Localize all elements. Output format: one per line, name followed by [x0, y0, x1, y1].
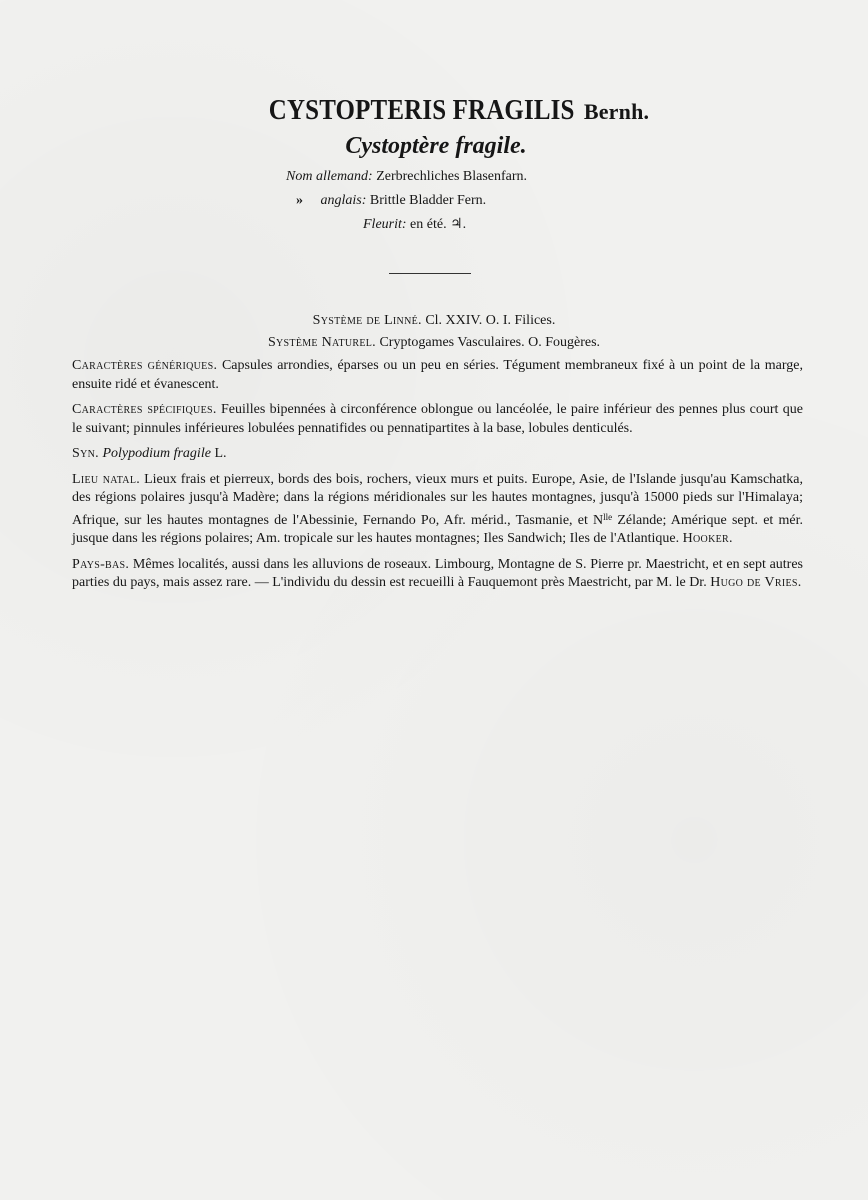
habitat-text-2: Zélande; Amérique sept. et mér. jusque dans les régions polaires; Am. tropicale sur les hautes montagnes; Iles Sandwich; Iles de l'Atlantique.: [72, 512, 803, 546]
natural-label: Système Naturel.: [267, 335, 376, 350]
generic-label: Caractères génériques.: [72, 358, 218, 373]
german-value: Zerbrechliches Blasenfarn.: [376, 169, 528, 184]
habitat-text-1: Lieux frais et pierreux, bords des bois, rochers, vieux murs et puits. Europe, Asie, de l'Islande jusqu'au Kamschatka, des régions polaires jusqu'à Madère; dans la régions méridionales sur les hautes montagnes, jusqu'à 15000 pieds sur l'Himalaya; Afrique, sur les hautes montagnes de l'Abessinie, Fernando Po, Afr. mérid., Tasmanie, et N: [72, 471, 803, 528]
synonym-name: Polypodium fragile: [102, 446, 211, 461]
species-name: CYSTOPTERIS FRAGILIS: [268, 94, 575, 126]
ditto-mark: »: [296, 193, 303, 208]
german-label: Nom allemand:: [286, 169, 373, 184]
specific-characters: [72, 401, 803, 438]
netherlands-person: Hugo de Vries.: [710, 575, 802, 590]
page-title: [0, 94, 868, 127]
habitat-source: Hooker.: [682, 531, 733, 546]
flowering-line: [363, 216, 868, 233]
natural-value: Cryptogames Vasculaires. O. Fougères.: [379, 335, 601, 350]
generic-text: Capsules arrondies, éparses ou un peu en séries. Tégument membraneux fixé à un point de la marge, ensuite ridé et évanescent.: [72, 358, 804, 392]
netherlands-label: Pays-bas.: [72, 556, 130, 572]
flowering-label: Fleurit:: [363, 217, 407, 232]
habitat-superscript: lle: [603, 511, 613, 522]
divider: [389, 273, 471, 274]
english-value: Brittle Bladder Fern.: [369, 193, 487, 208]
netherlands-text: Mêmes localités, aussi dans les alluvions de roseaux. Limbourg, Montagne de S. Pierre pr. Maestricht, et en sept autres parties du pays, mais assez rare. — L'individu du dessin est recueilli à Fauquemont près Maestricht, par M. le Dr.: [72, 556, 803, 590]
flowering-value: en été. ♃.: [410, 217, 467, 232]
habitat-label: Lieu natal.: [72, 471, 141, 487]
synonym-author: L.: [214, 446, 227, 461]
english-name-line: [296, 193, 868, 209]
french-name: Cystoptère fragile.: [345, 133, 527, 159]
english-label: anglais:: [320, 193, 367, 208]
specific-label: Caractères spécifiques.: [72, 402, 217, 417]
linnaean-label: Système de Linné.: [312, 313, 422, 328]
native-habitat: [72, 471, 803, 549]
linnaean-system-line: [0, 313, 868, 329]
species-author: Bernh.: [583, 99, 650, 124]
linnaean-value: Cl. XXIV. O. I. Filices.: [425, 313, 556, 328]
german-name-line: [286, 169, 868, 185]
synonym-label: Syn.: [72, 446, 99, 461]
synonym: [72, 445, 803, 464]
description-body: [72, 357, 803, 600]
natural-system-line: [0, 335, 868, 351]
generic-characters: [72, 357, 803, 394]
netherlands-distribution: [72, 556, 803, 593]
specific-text: Feuilles bipennées à circonférence oblongue ou lancéolée, le paire inférieur des pennes plus court que le suivant; pinnules inférieures lobulées pennatifides ou pennatipartites à la base, lobules denticulés.: [72, 402, 803, 436]
